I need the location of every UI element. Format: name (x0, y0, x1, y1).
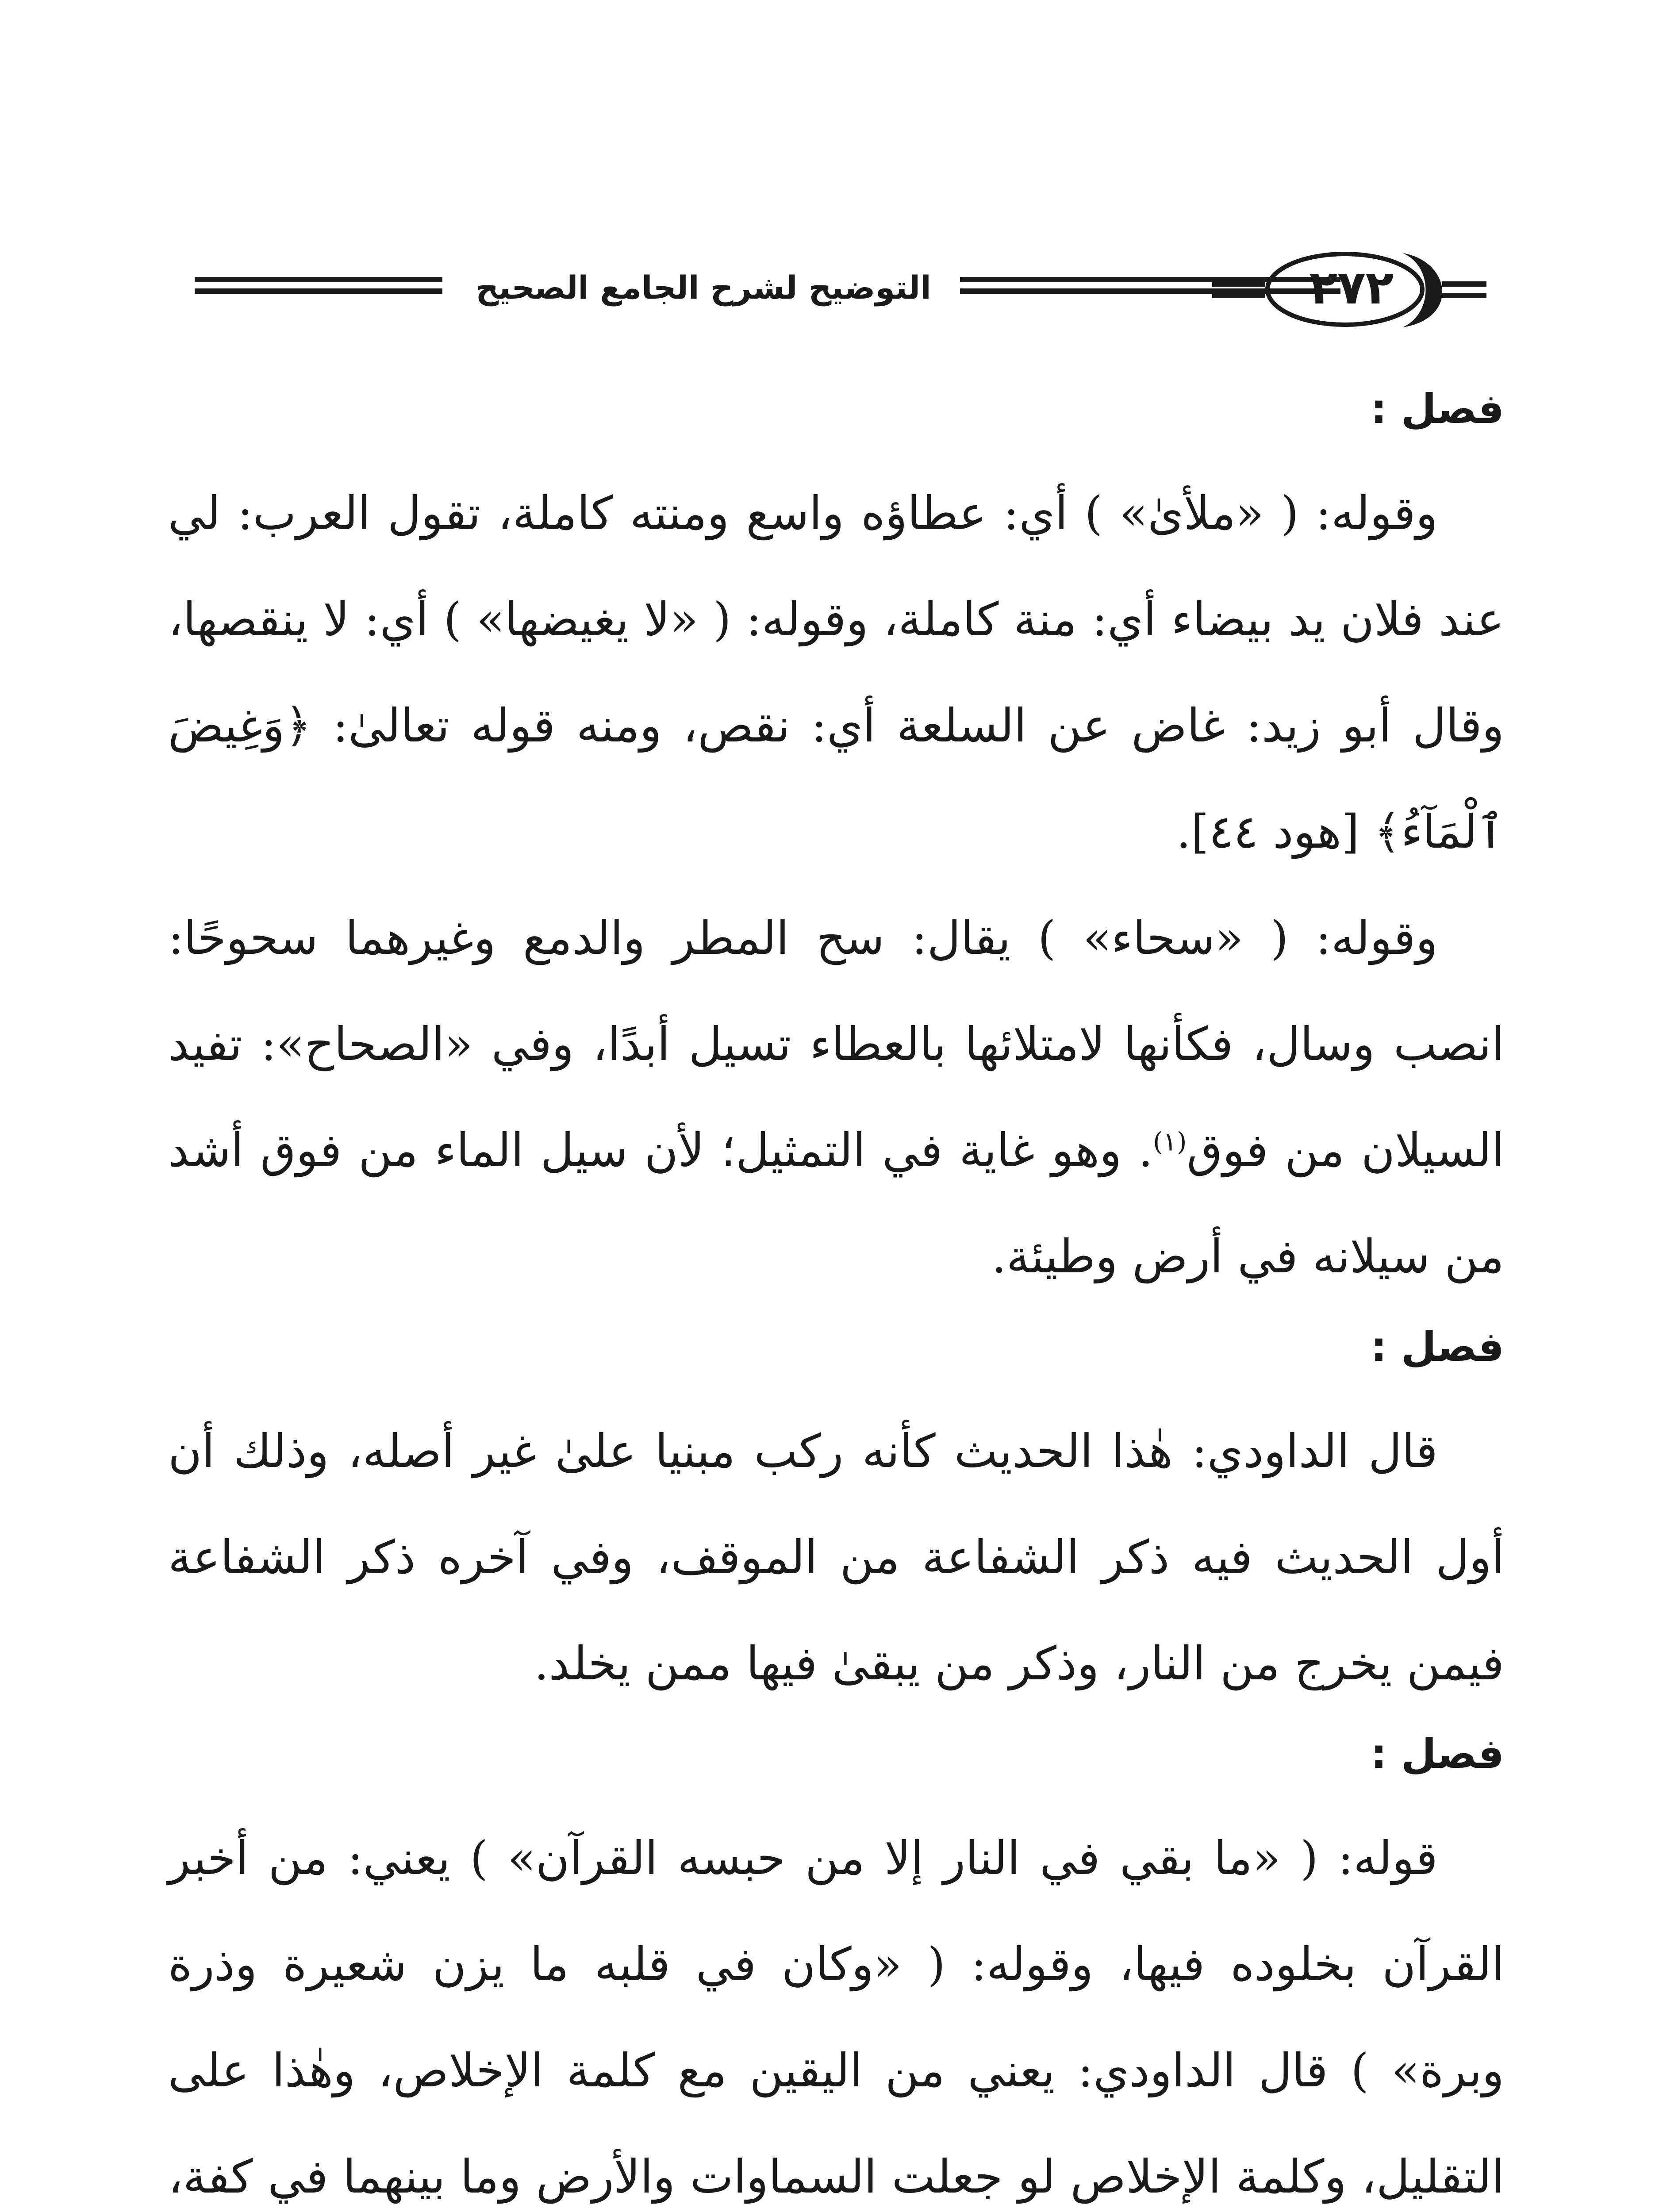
paragraph: وقوله: ( «ملأىٰ» ) أي: عطاؤه واسع ومنته كاملة، تقول العرب: لي عند فلان يد بيضاء أي: منة كاملة، وقوله: ( «لا يغيضها» ) أي: لا ينقصها، وقال أبو زيد: غاض عن السلعة أي: نقص، ومنه قوله تعالىٰ: ﴿وَغِيضَ ٱلْمَآءُ﴾ [هود ٤٤]. (168, 486, 1504, 859)
book-title: التوضيح لشرح الجامع الصحيح (476, 269, 931, 306)
page-number: ٢٧٢ (1309, 261, 1394, 315)
section-heading: فصل : (1371, 385, 1504, 433)
section-2 (168, 1314, 1504, 1717)
paragraph: قال الداودي: هٰذا الحديث كأنه ركب مبنيا علىٰ غير أصله، وذلك أن أول الحديث فيه ذكر الشفاعة من الموقف، وفي آخره ذكر الشفاعة فيمن يخرج من النار، وذكر من يبقىٰ فيها ممن يخلد. (168, 1424, 1504, 1690)
section-1 (168, 376, 1504, 1310)
paragraph-text: وقوله: ( «سحاء» ) يقال: سح المطر والدمع وغيرهما سحوحًا: انصب وسال، فكأنها لامتلائها بالعطاء تسيل أبدًا، وفي «الصحاح»: تفيد السيلان من فوق (168, 911, 1505, 1177)
paragraph-text-continued: . وهو غاية في التمثيل؛ لأن سيل الماء من فوق أشد من سيلانه في أرض وطيئة. (168, 1123, 1504, 1283)
page-body (168, 376, 1504, 2212)
header-rule-left (195, 277, 442, 294)
section-3 (168, 1721, 1504, 2212)
section-heading: فصل : (1371, 1730, 1504, 1778)
paragraph: قوله: ( «ما بقي في النار إلا من حبسه القرآن» ) يعني: من أخبر القرآن بخلوده فيها، وقوله: ( «وكان في قلبه ما يزن شعيرة وذرة وبرة» ) قال الداودي: يعني من اليقين مع كلمة الإخلاص، وهٰذا على التقليل، وكلمة الإخلاص لو جعلت السماوات والأرض وما بينهما في كفة، (168, 1831, 1505, 2204)
paragraph (168, 885, 1504, 1310)
running-header (168, 239, 1504, 336)
footnote-reference: (١) (1153, 1126, 1187, 1157)
section-heading: فصل : (1371, 1323, 1504, 1371)
